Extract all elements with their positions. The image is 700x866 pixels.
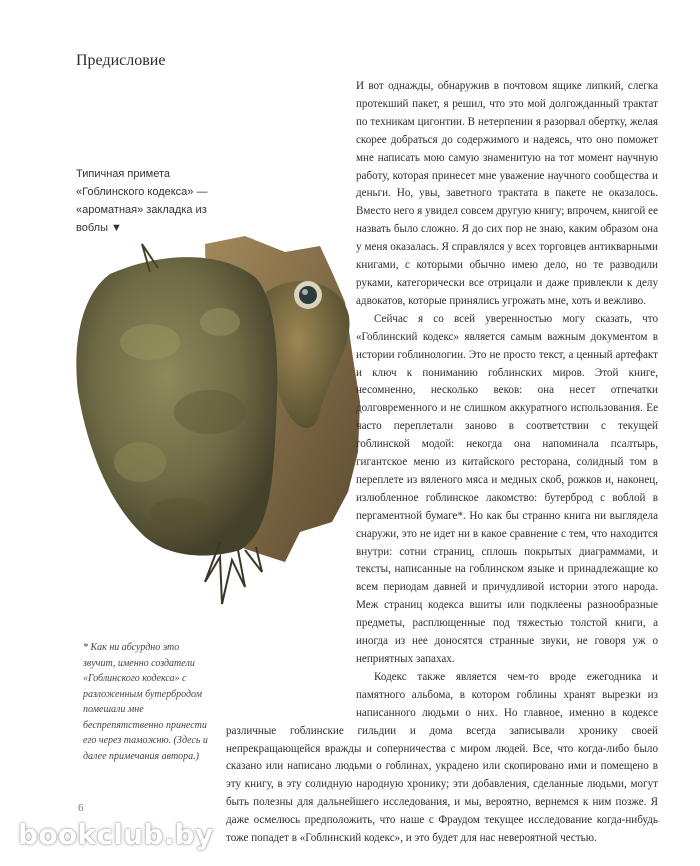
paragraph-2: Сейчас я со всей уверенностью могу сказать, что «Гоблинский кодекс» является самым важным документом в истории гоблинологии. Это не просто текст, а ценный артефакт и ключ к пониманию гоблинских миров. Этой книге, несомненно, несколько веков: она несет отпечатки долговременного и не слишком аккуратного использования. Ее часто переплетали заново в соответствии с текущей гоблинской модой: некогда она напоминала псалтырь, гигантское меню из китайского ресторана, солидный том в переплете из вяленого мяса и медных скоб, рожков и, наконец, излюбленное гоблинское лакомство: бутерброд с воблой в пергаментной бумаге*. Но как бы странно книга ни выглядела снаружи, это не идет ни в какое сравнение с тем, что находится внутри: сотни страниц, сплошь покрытых диаграммами, и тексты, написанные на гоблинском языке и принадлежащие ко всем периодам давней и причудливой истории этого народа. Меж страниц кодекса вшиты или подклеены разнообразные предметы, расплющенные под тяжестью толстой книги, а иногда из нее доносятся странные звуки, не говоря уж о неприятных запахах.	[356, 312, 658, 665]
paragraph-1: И вот однажды, обнаружив в почтовом ящике липкий, слегка протекший пакет, я решил, что это мой долгожданный трактат по техникам цигонтии. В нетерпении я разорвал обертку, желая скорее добраться до содержимого и надеясь, что оно поможет мне написать мою самую знаменитую на тот момент научную работу, которая принесет мне уважение научного сообщества и деньги. Но, увы, заветного трактата в пакете не оказалось. Вместо него я увидел совсем другую книгу; впрочем, книгой ее назвать было сложно. Я до сих пор не знаю, каким образом она у меня оказалась. Я справлялся у всех торговцев антикварными книгами, с которыми обычно имею дело, но те разводили руками, категорически все отрицали и даже привлекли к делу адвокатов, которые принялись угрожать мне, хоть и вежливо.	[356, 80, 658, 307]
paragraph-3: Кодекс также является чем-то вроде ежегодника и памятного альбома, в котором гоблины хранят вырезки из написанного людьми о них. Но главное, именно в кодексе различные гоблинские гильдии и дома всегда записывали хронику своей непрекращающейся вражды и соперничества с миром людей. Все, что когда-либо было сказано или написано людьми о гоблинах, украдено или скопировано ими и помещено в эту книгу, в эту солидную народную хронику; эти добавления, сделанные людьми, могут быть полезны для дальнейшего исследования, и мы, вероятно, вернемся к ним позже. Я даже осмелюсь предположить, что наше с Фраудом текущее исследование когда-нибудь тоже попадет в «Гоблинский кодекс», и это будет для нас невероятной честью.	[226, 670, 658, 845]
image-caption	[76, 165, 221, 237]
page-title: Предисловие	[76, 52, 166, 69]
watermark-logo: bookclub.by	[18, 818, 214, 851]
caption-arrow-icon: ▼	[111, 222, 122, 234]
main-text	[226, 78, 658, 848]
footnote: * Как ни абсурдно это звучит, именно создатели «Гоблинского кодекса» с разложенным бутербродом помешали мне беспрепятственно принести его через таможню. (Здесь и далее примечания автора.)	[83, 642, 208, 762]
caption-text: Типичная примета «Гоблинского кодекса» — «ароматная» закладка из воблы	[76, 168, 208, 234]
image-wrap-spacer	[226, 220, 356, 716]
page-number: 6	[78, 802, 84, 814]
